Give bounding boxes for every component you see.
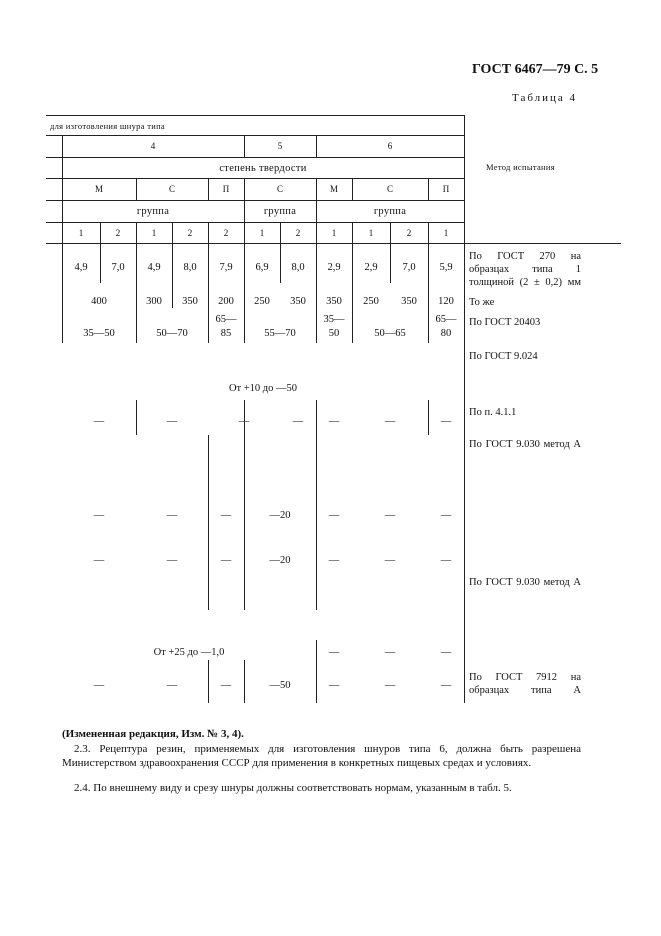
dash-cell: — xyxy=(166,680,178,691)
method-m6: По ГОСТ 9.030 метод А xyxy=(469,439,581,450)
group-number: 2 xyxy=(187,228,193,238)
dash-cell: — xyxy=(440,647,452,658)
row1-cell: 2,9 xyxy=(327,262,341,273)
row2-cell: 350 xyxy=(290,296,306,307)
value-cell: —20 xyxy=(269,555,291,566)
row1-cell: 4,9 xyxy=(147,262,161,273)
group-number: 1 xyxy=(78,228,84,238)
group-number: 1 xyxy=(259,228,265,238)
dash-cell: — xyxy=(166,416,178,427)
hardness-cell: П xyxy=(222,184,230,194)
row2-cell: 200 xyxy=(218,296,234,307)
row1-cell: 4,9 xyxy=(74,262,88,273)
dash-cell: — xyxy=(328,510,340,521)
row3-cell: 80 xyxy=(440,328,452,339)
paragraph-2-4: 2.4. По внешнему виду и срезу шнуры должны соответствовать нормам, указанным в табл. 5. xyxy=(74,782,512,794)
hardness-cell: М xyxy=(329,184,338,194)
group-number: 2 xyxy=(223,228,229,238)
dash-cell: — xyxy=(93,680,105,691)
method-header: Метод испытания xyxy=(486,162,555,172)
group-caption: группа xyxy=(373,206,407,217)
row2-cell: 300 xyxy=(146,296,162,307)
dash-cell: — xyxy=(328,555,340,566)
dash-cell: — xyxy=(328,416,340,427)
dash-cell: — xyxy=(384,680,396,691)
row3-cell: 65— xyxy=(215,314,237,325)
amendment-note: (Измененная редакция, Изм. № 3, 4). xyxy=(62,728,244,740)
hardness-cell: С xyxy=(276,184,283,194)
row3-cell: 50—65 xyxy=(374,328,406,339)
row1-cell: 7,9 xyxy=(219,262,233,273)
value-cell: —50 xyxy=(269,680,291,691)
value-cell: —20 xyxy=(269,510,291,521)
dash-cell: — xyxy=(93,555,105,566)
hardness-caption: степень твердости xyxy=(219,163,307,174)
temperature-range-a: От +10 до —50 xyxy=(228,383,298,394)
table-caption: для изготовления шнура типа xyxy=(50,121,165,131)
group-number: 2 xyxy=(406,228,412,238)
page-header: ГОСТ 6467—79 С. 5 xyxy=(472,62,599,77)
row3-cell: 50—70 xyxy=(156,328,188,339)
row3-cell: 50 xyxy=(328,328,340,339)
dash-cell: — xyxy=(384,555,396,566)
method-m4: По ГОСТ 9.024 xyxy=(469,351,538,362)
table-label: Таблица 4 xyxy=(512,92,578,104)
dash-cell: — xyxy=(220,680,232,691)
group-caption: группа xyxy=(136,206,170,217)
dash-cell: — xyxy=(166,555,178,566)
row2-cell: 350 xyxy=(401,296,417,307)
group-number: 1 xyxy=(443,228,449,238)
dash-cell: — xyxy=(220,510,232,521)
dash-cell: — xyxy=(384,416,396,427)
dash-cell: — xyxy=(328,647,340,658)
method-m3: По ГОСТ 20403 xyxy=(469,317,541,328)
method-m7: По ГОСТ 9.030 метод А xyxy=(469,577,581,588)
type-5: 5 xyxy=(277,141,283,151)
row1-cell: 8,0 xyxy=(183,262,197,273)
temperature-range-b: От +25 до —1,0 xyxy=(153,647,225,658)
row1-cell: 2,9 xyxy=(364,262,378,273)
group-number: 1 xyxy=(368,228,374,238)
paragraph-2-3: 2.3. Рецептура резин, применяемых для изготовления шнуров типа 6, должна быть разрешена Министерством здравоохранения СССР для применения в конкретных пищевых средах и условиях. xyxy=(62,743,581,769)
type-6: 6 xyxy=(387,141,393,151)
group-number: 1 xyxy=(151,228,157,238)
dash-cell: — xyxy=(328,680,340,691)
method-m8: По ГОСТ 7912 на образцах типа А xyxy=(469,672,581,696)
dash-cell: — xyxy=(440,680,452,691)
row2-cell: 120 xyxy=(438,296,454,307)
row1-cell: 6,9 xyxy=(255,262,269,273)
method-m2: То же xyxy=(469,297,495,308)
dash-cell: — xyxy=(93,510,105,521)
hardness-cell: М xyxy=(94,184,103,194)
row3-cell: 35—50 xyxy=(83,328,115,339)
type-4: 4 xyxy=(150,141,156,151)
dash-cell: — xyxy=(220,555,232,566)
hardness-cell: С xyxy=(168,184,175,194)
row2-cell: 250 xyxy=(254,296,270,307)
dash-cell: — xyxy=(93,416,105,427)
row2-cell: 350 xyxy=(182,296,198,307)
dash-cell: — xyxy=(238,416,250,427)
hardness-cell: П xyxy=(442,184,450,194)
method-m1: По ГОСТ 270 на образцах типа 1 толщиной (2 ± 0,2) мм xyxy=(469,251,581,288)
row1-cell: 8,0 xyxy=(291,262,305,273)
row3-cell: 55—70 xyxy=(264,328,296,339)
dash-cell: — xyxy=(166,510,178,521)
group-number: 2 xyxy=(295,228,301,238)
dash-cell: — xyxy=(384,647,396,658)
method-m5: По п. 4.1.1 xyxy=(469,407,517,418)
dash-cell: — xyxy=(292,416,304,427)
row2-cell: 350 xyxy=(326,296,342,307)
dash-cell: — xyxy=(384,510,396,521)
group-number: 2 xyxy=(115,228,121,238)
group-number: 1 xyxy=(331,228,337,238)
row2-cell: 250 xyxy=(363,296,379,307)
row3-cell: 35— xyxy=(323,314,345,325)
group-caption: группа xyxy=(263,206,297,217)
row3-cell: 85 xyxy=(220,328,232,339)
dash-cell: — xyxy=(440,555,452,566)
dash-cell: — xyxy=(440,416,452,427)
hardness-cell: С xyxy=(386,184,393,194)
row1-cell: 7,0 xyxy=(111,262,125,273)
row3-cell: 65— xyxy=(435,314,457,325)
row2-cell: 400 xyxy=(91,296,107,307)
row1-cell: 7,0 xyxy=(402,262,416,273)
row1-cell: 5,9 xyxy=(439,262,453,273)
dash-cell: — xyxy=(440,510,452,521)
